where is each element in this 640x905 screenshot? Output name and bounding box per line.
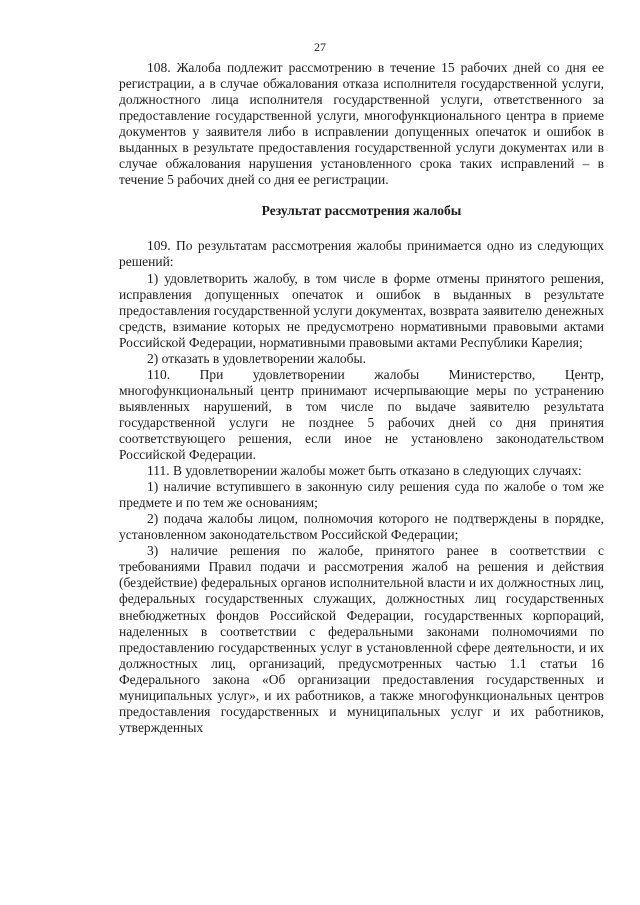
paragraph-109: 109. По результатам рассмотрения жалобы принимается одно из следующих решений: bbox=[119, 238, 604, 270]
paragraph-108: 108. Жалоба подлежит рассмотрению в течение 15 рабочих дней со дня ее регистрации, а в случае обжалования отказа исполнителя государственной услуги, должностного лица исполнителя государственной услуги, ответственного за предоставление государственной услуги, многофункционального центра в приеме документов у заявителя либо в исправлении допущенных опечаток и ошибок в выданных в результате предоставления государственной услуги документах или в случае обжалования нарушения установленного срока таких исправлений – в течение 5 рабочих дней со дня ее регистрации. bbox=[119, 60, 604, 188]
page-number: 27 bbox=[314, 40, 326, 54]
paragraph-111-item-1: 1) наличие вступившего в законную силу решения суда по жалобе о том же предмете и по тем же основаниям; bbox=[119, 479, 604, 511]
paragraph-111-item-3: 3) наличие решения по жалобе, принятого ранее в соответствии с требованиями Правил подачи и рассмотрения жалоб на решения и действия (бездействие) федеральных органов исполнительной власти и их должностных лиц, федеральных государственных служащих, должностных лиц государственных внебюджетных фондов Российской Федерации, государственных корпораций, наделенных в соответствии с федеральными законами полномочиями по предоставлению государственных услуг в установленной сфере деятельности, и их должностных лиц, организаций, предусмотренных частью 1.1 статьи 16 Федерального закона «Об организации предоставления государственных и муниципальных услуг», и их работников, а также многофункциональных центров предоставления государственных и муниципальных услуг и их работников, утвержденных bbox=[119, 543, 604, 735]
section-heading: Результат рассмотрения жалобы bbox=[261, 203, 462, 219]
paragraph-111: 111. В удовлетворении жалобы может быть отказано в следующих случаях: bbox=[147, 463, 582, 479]
paragraph-109-item-1: 1) удовлетворить жалобу, в том числе в форме отмены принятого решения, исправления допущенных опечаток и ошибок в выданных в результате предоставления государственной услуги документах, возврата заявителю денежных средств, взимание которых не предусмотрено нормативными правовыми актами Российской Федерации, нормативными правовыми актами Республики Карелия; bbox=[119, 270, 604, 350]
paragraph-111-item-2: 2) подача жалобы лицом, полномочия которого не подтверждены в порядке, установленном законодательством Российской Федерации; bbox=[119, 511, 604, 543]
paragraph-109-item-2: 2) отказать в удовлетворении жалобы. bbox=[147, 350, 366, 366]
paragraph-110: 110. При удовлетворении жалобы Министерство, Центр, многофункциональный центр принимают исчерпывающие меры по устранению выявленных нарушений, в том числе по выдаче заявителю результата государственной услуги не позднее 5 рабочих дней со дня принятия соответствующего решения, если иное не установлено законодательством Российской Федерации. bbox=[119, 366, 604, 463]
document-body bbox=[119, 60, 604, 736]
